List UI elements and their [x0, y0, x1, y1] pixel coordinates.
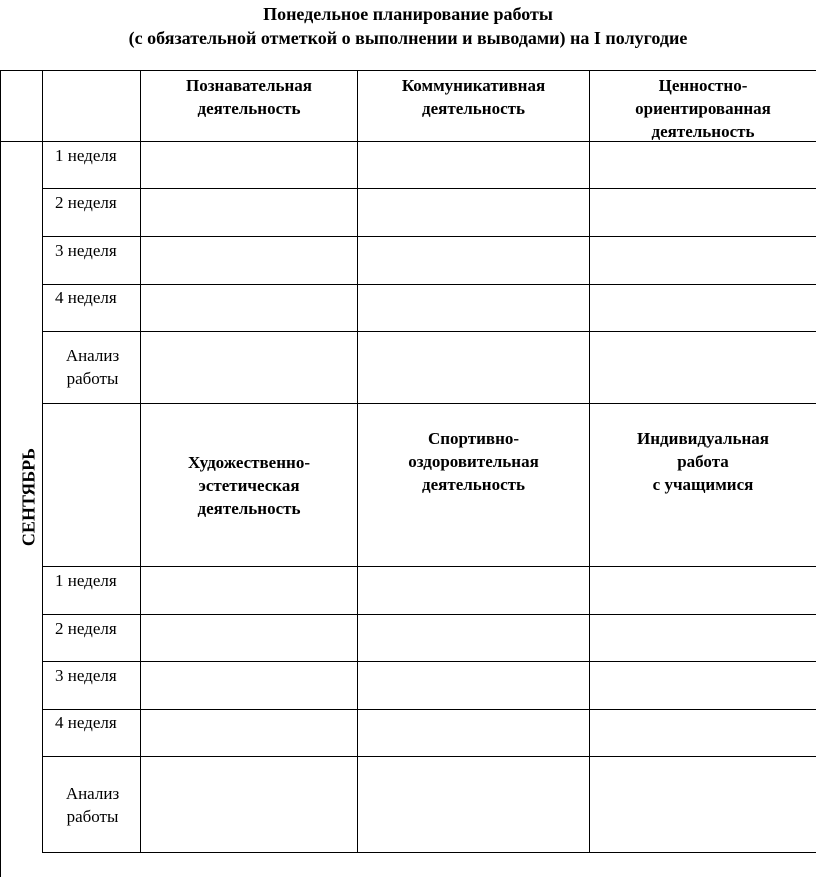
week-label: 1 неделя [55, 571, 117, 590]
table-divider [42, 236, 816, 237]
column-header: Спортивно- оздоровительная деятельность [408, 429, 539, 494]
table-divider [42, 756, 816, 757]
column-header: Индивидуальная работа с учащимися [637, 429, 769, 494]
page-subtitle: (с обязательной отметкой о выполнении и выводами) на I полугодие [128, 28, 688, 48]
month-label: СЕНТЯБРЬ [18, 447, 39, 547]
table-border-left [0, 70, 1, 877]
week-label: 2 неделя [55, 193, 117, 212]
page-title: Понедельное планирование работы [263, 4, 553, 24]
week-label: 3 неделя [55, 241, 117, 260]
table-divider [0, 141, 43, 142]
table-divider [42, 403, 816, 404]
table-divider [42, 566, 816, 567]
column-header: Художественно- эстетическая деятельность [188, 453, 310, 518]
week-label: 3 неделя [55, 666, 117, 685]
table-divider [42, 284, 816, 285]
table-border-top [0, 70, 816, 71]
table-divider [42, 709, 816, 710]
table-divider [42, 331, 816, 332]
table-divider [42, 188, 816, 189]
week-label: 4 неделя [55, 713, 117, 732]
column-header: Познавательная деятельность [185, 76, 312, 118]
week-label: 1 неделя [55, 146, 117, 165]
column-header: Коммуникативная деятельность [401, 76, 546, 118]
analysis-label: Анализ работы [65, 784, 120, 826]
analysis-label: Анализ работы [65, 346, 120, 388]
table-divider [42, 614, 816, 615]
week-label: 2 неделя [55, 619, 117, 638]
table-divider [42, 661, 816, 662]
week-label: 4 неделя [55, 288, 117, 307]
table-divider [42, 852, 816, 853]
column-header: Ценностно- ориентированная деятельность [635, 76, 771, 141]
